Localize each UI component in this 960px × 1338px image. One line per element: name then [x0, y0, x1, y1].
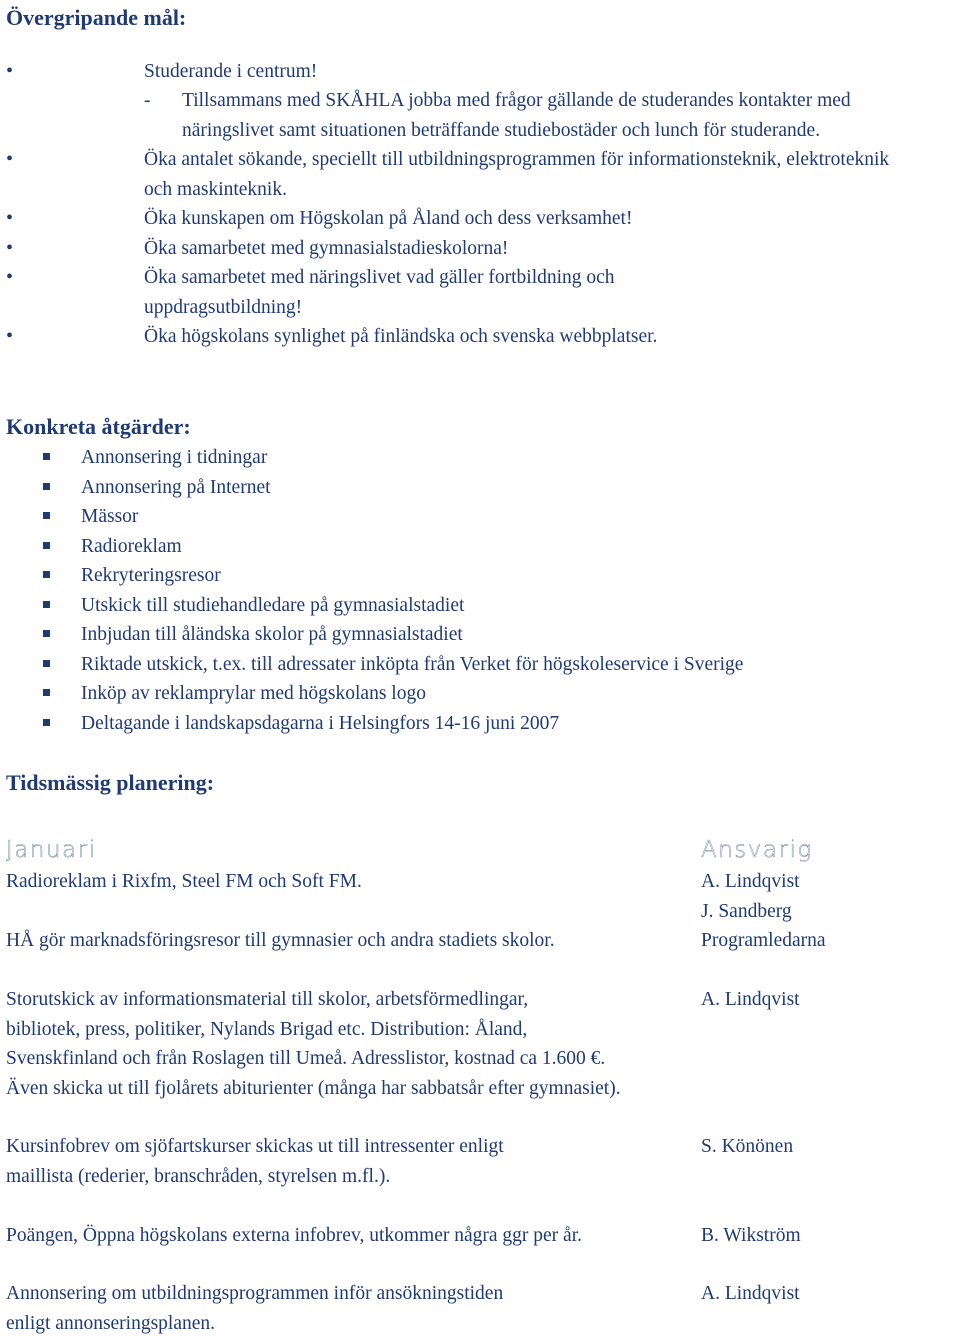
plan-activity-line: enligt annonseringsplanen. [6, 1309, 686, 1338]
responsible-name: A. Lindqvist [701, 867, 800, 897]
square-bullet-icon [43, 483, 50, 490]
plan-activity-line: HÅ gör marknadsföringsresor till gymnasier och andra stadiets skolor. [6, 926, 686, 956]
responsible-name: S. Könönen [701, 1132, 793, 1162]
action-item: Utskick till studiehandledare på gymnasialstadiet [81, 591, 464, 621]
square-bullet-icon [43, 542, 50, 549]
plan-activity [6, 1132, 686, 1191]
plan-activity-line: Poängen, Öppna högskolans externa infobrev, utkommer några ggr per år. [6, 1221, 686, 1251]
goal-dash: - [144, 86, 151, 116]
goal-item-cont: och maskinteknik. [144, 175, 287, 205]
goal-item: Öka samarbetet med gymnasialstadieskolorna! [144, 234, 508, 264]
bullet-dot: • [6, 57, 13, 87]
plan-responsible [701, 926, 826, 956]
plan-activity [6, 985, 686, 1103]
square-bullet-icon [43, 571, 50, 578]
plan-responsible [701, 1132, 793, 1162]
action-item: Annonsering i tidningar [81, 443, 267, 473]
action-item: Riktade utskick, t.ex. till adressater inköpta från Verket för högskoleservice i Sverige [81, 650, 743, 680]
square-bullet-icon [43, 689, 50, 696]
plan-responsible [701, 1279, 800, 1309]
square-bullet-icon [43, 512, 50, 519]
month-heading: Januari [6, 835, 96, 865]
plan-activity-line: Radioreklam i Rixfm, Steel FM och Soft FM. [6, 867, 686, 897]
goal-subitem-cont: näringslivet samt situationen beträffande studiebostäder och lunch för studerande. [182, 116, 820, 146]
goal-item-cont: uppdragsutbildning! [144, 293, 302, 323]
action-item: Inbjudan till åländska skolor på gymnasialstadiet [81, 620, 463, 650]
square-bullet-icon [43, 719, 50, 726]
action-item: Annonsering på Internet [81, 473, 271, 503]
goal-item: Öka kunskapen om Högskolan på Åland och dess verksamhet! [144, 204, 632, 234]
goal-item: Öka högskolans synlighet på finländska och svenska webbplatser. [144, 322, 657, 352]
plan-activity [6, 1221, 686, 1251]
bullet-dot: • [6, 263, 13, 293]
responsible-heading: Ansvarig [701, 835, 813, 865]
goal-item: Öka antalet sökande, speciellt till utbildningsprogrammen för informationsteknik, elektroteknik [144, 145, 889, 175]
plan-activity-line: bibliotek, press, politiker, Nylands Brigad etc. Distribution: Åland, [6, 1015, 686, 1045]
plan-activity-line: Storutskick av informationsmaterial till skolor, arbetsförmedlingar, [6, 985, 686, 1015]
plan-responsible [701, 1221, 801, 1251]
responsible-name: Programledarna [701, 926, 826, 956]
bullet-dot: • [6, 322, 13, 352]
plan-activity-line: Även skicka ut till fjolårets abiturienter (många har sabbatsår efter gymnasiet). [6, 1074, 686, 1104]
bullet-dot: • [6, 234, 13, 264]
plan-activity-line: Kursinfobrev om sjöfartskurser skickas ut till intressenter enligt [6, 1132, 686, 1162]
responsible-name: A. Lindqvist [701, 985, 800, 1015]
action-item: Deltagande i landskapsdagarna i Helsingfors 14-16 juni 2007 [81, 709, 559, 739]
square-bullet-icon [43, 630, 50, 637]
action-item: Rekryteringsresor [81, 561, 221, 591]
action-item: Inköp av reklamprylar med högskolans logo [81, 679, 426, 709]
plan-activity [6, 867, 686, 897]
goal-item: Öka samarbetet med näringslivet vad gäller fortbildning och [144, 263, 615, 293]
responsible-name: B. Wikström [701, 1221, 801, 1251]
plan-responsible [701, 867, 800, 926]
bullet-dot: • [6, 204, 13, 234]
plan-activity-line: Annonsering om utbildningsprogrammen inför ansökningstiden [6, 1279, 686, 1309]
plan-activity-line: Svenskfinland och från Roslagen till Umeå. Adresslistor, kostnad ca 1.600 €. [6, 1044, 686, 1074]
goals-heading: Övergripande mål: [6, 3, 186, 33]
responsible-name: A. Lindqvist [701, 1279, 800, 1309]
action-item: Radioreklam [81, 532, 182, 562]
square-bullet-icon [43, 660, 50, 667]
square-bullet-icon [43, 453, 50, 460]
action-item: Mässor [81, 502, 138, 532]
goal-item: Studerande i centrum! [144, 57, 317, 87]
plan-activity-line: maillista (rederier, branschråden, styrelsen m.fl.). [6, 1162, 686, 1192]
planning-heading: Tidsmässig planering: [6, 768, 214, 798]
responsible-name: J. Sandberg [701, 897, 800, 927]
goal-subitem: Tillsammans med SKÅHLA jobba med frågor gällande de studerandes kontakter med [182, 86, 851, 116]
actions-heading: Konkreta åtgärder: [6, 412, 191, 442]
plan-activity [6, 1279, 686, 1338]
plan-activity [6, 926, 686, 956]
plan-responsible [701, 985, 800, 1015]
bullet-dot: • [6, 145, 13, 175]
square-bullet-icon [43, 601, 50, 608]
